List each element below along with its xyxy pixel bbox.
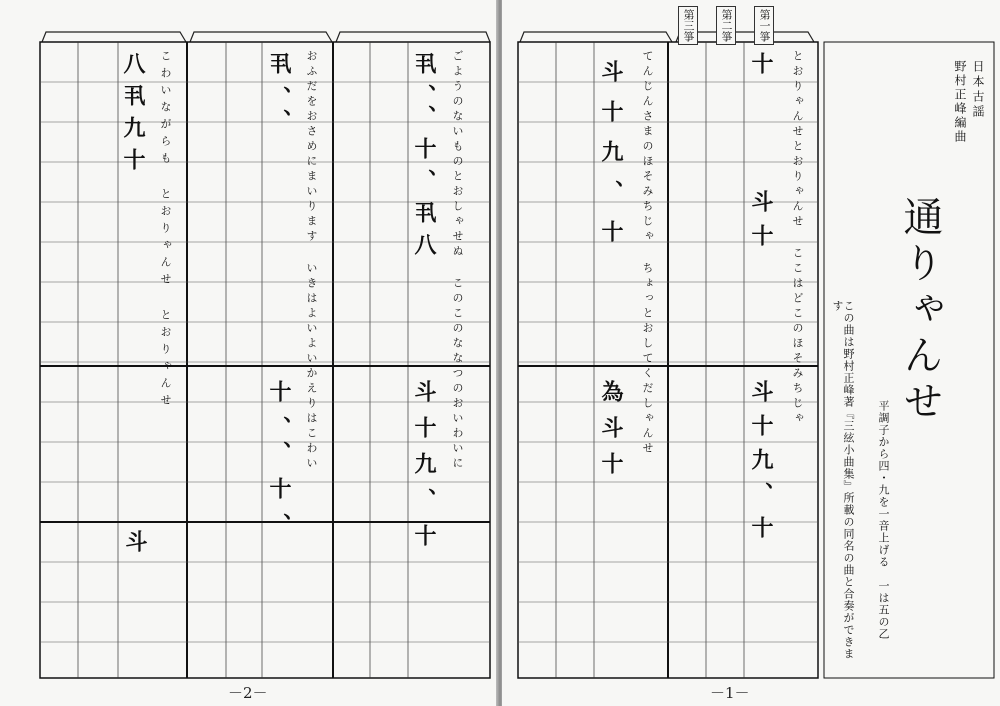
right-page-number: －1－ [710,684,750,702]
left-lyric-col3: こわいながらも とおりゃんせ とおりゃんせ [159,50,172,411]
header-third-koto: 第三箏 [678,6,698,45]
genre-label: 日本古謡 [971,60,985,120]
song-title: 通りゃんせ [897,196,943,426]
right-notation-main-2: 斗十 [748,190,774,258]
left-notation-main-1: 丮、、十、丮八 [411,52,437,265]
left-notation-main-4: 十、、十、 [266,380,292,549]
header-second-koto: 第二箏 [716,6,736,45]
right-notation-main-4: 斗十九、十 [598,60,624,260]
left-page-number: －2－ [228,684,268,702]
left-lyric-col2: おふだをおさめにまいります いきはよいよいかえりはこわい [305,50,318,472]
right-page [502,0,1000,706]
right-notation-main-1: 十 [748,52,774,74]
left-notation-main-2: 斗十九、十 [411,380,437,560]
header-first-koto: 第一箏 [754,6,774,45]
right-lyric-col1: とおりゃんせとおりゃんせ ここはどこのほそみちじゃ [791,50,804,427]
left-notation-main-3: 丮、、 [266,52,292,143]
right-notation-main-5: 為斗十 [598,380,624,488]
left-notation-main-5: 八丮九十 [120,52,146,180]
right-lyric-col2: てんじんさまのほそみちじゃ ちょっとおしてくだしゃんせ [641,50,654,457]
arranger-label: 野村正峰編曲 [953,60,967,144]
left-lyric-col1: ごようのないものとおしゃせぬ このこのななつのおいわいに [451,50,464,472]
left-page [0,0,498,706]
left-notation-main-6: 斗 [122,530,148,552]
right-notation-main-3: 斗十九、十 [748,380,774,550]
note-tuning: 平調子から四・九を一音上げる 一は五の乙 [877,400,890,640]
note-sankyoku: この曲は野村正峰著『三絃小曲集』所載の同名の曲と合奏ができます [831,300,855,660]
